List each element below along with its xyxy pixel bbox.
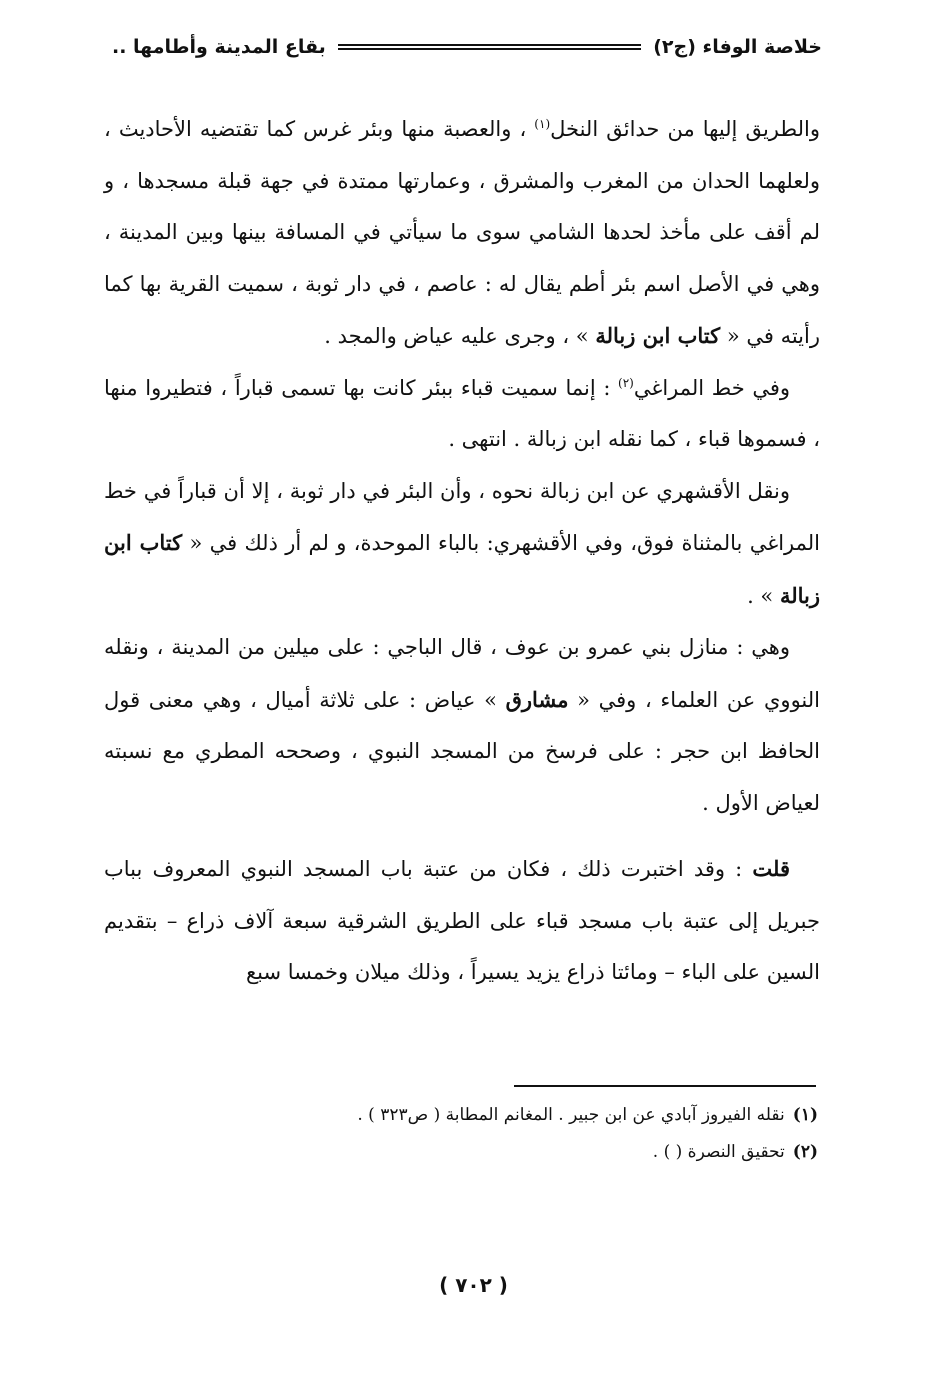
footnote-number: (٢) (792, 1142, 818, 1162)
footnotes (300, 1097, 818, 1171)
running-header (112, 32, 822, 62)
paragraph-3 (104, 466, 820, 623)
header-book-title: خلاصة الوفاء (ج٢) (653, 36, 822, 58)
footnote-2 (300, 1134, 818, 1171)
header-rule (338, 44, 641, 50)
footnote-ref-1: (١) (534, 117, 551, 131)
text-run: والطريق إليها من حدائق النخل (550, 117, 820, 141)
text-run: : وقد اختبرت ذلك ، فكان من عتبة باب المسجد النبوي المعروف بباب جبريل إلى عتبة باب مسجد قباء على الطريق الشرقية سبعة آلاف ذراع – بتقديم السين على الباء – ومائتا ذراع يزيد يسيراً ، وذلك ميلان وخمسا سبع (104, 857, 820, 984)
page-number: ( ٧٠٢ ) (439, 1273, 508, 1297)
text-run: وفي خط المراغي (633, 375, 791, 400)
book-title-reference: كتاب ابن زبالة (104, 530, 820, 608)
text-run: » . (747, 583, 780, 608)
book-title-reference: مشارق (505, 686, 569, 712)
text-run: ونقل الأقشهري عن ابن زبالة نحوه ، وأن البئر في دار ثوبة ، إلا أن قباراً في خط المراغي بالمثناة فوق، وفي الأقشهري: بالباء الموحدة، و لم أر ذلك في « (104, 478, 820, 555)
footnote-text: تحقيق النصرة ( ) . (652, 1142, 785, 1162)
book-title-reference: كتاب ابن زبالة (595, 323, 721, 348)
text-run: : إنما سميت قباء ببئر كانت بها تسمى قباراً ، فتطيروا منها ، فسموها قباء ، كما نقله ابن زبالة . انتهى . (104, 375, 820, 451)
paragraph-2 (104, 363, 820, 466)
main-text (104, 104, 820, 999)
text-run: وهي : منازل بني عمرو بن عوف ، قال الباجي : على ميلين من المدينة ، ونقله النووي عن العلماء ، وفي « (104, 635, 820, 712)
qultu-marker: قلت (752, 856, 790, 881)
footnote-separator (514, 1085, 816, 1087)
paragraph-4 (104, 622, 820, 829)
paragraph-5 (104, 843, 820, 999)
paragraph-1 (104, 104, 820, 363)
header-section-title: بقاع المدينة وأطامها .. (112, 36, 326, 58)
footnote-ref-2: (٢) (618, 375, 634, 390)
text-run: ، والعصبة منها وبئر غرس كما تقتضيه الأحاديث ، ولعلهما الحدان من المغرب والمشرق ، وعمارتها ممتدة في جهة قبلة مسجدها ، و لم أقف على مأخذ لحدها الشامي سوى ما سيأتي في المسافة بينها وبين المدينة ، وهي في الأصل اسم بئر أطم يقال له : عاصم ، في دار ثوبة ، سميت القرية بها كما رأيته في « (104, 117, 820, 348)
footnote-number: (١) (792, 1105, 818, 1125)
text-run: » عياض : على ثلاثة أميال ، وهي معنى قول الحافظ ابن حجر : على فرسخ من المسجد النبوي ، وصححه المطري مع نسبته لعياض الأول . (104, 687, 820, 815)
footnote-1 (300, 1097, 818, 1134)
text-run: » ، وجرى عليه عياض والمجد . (324, 324, 596, 348)
footnote-text: نقله الفيروز آبادي عن ابن جبير . المغانم المطابة ( ص٣٢٣ ) . (357, 1105, 785, 1125)
